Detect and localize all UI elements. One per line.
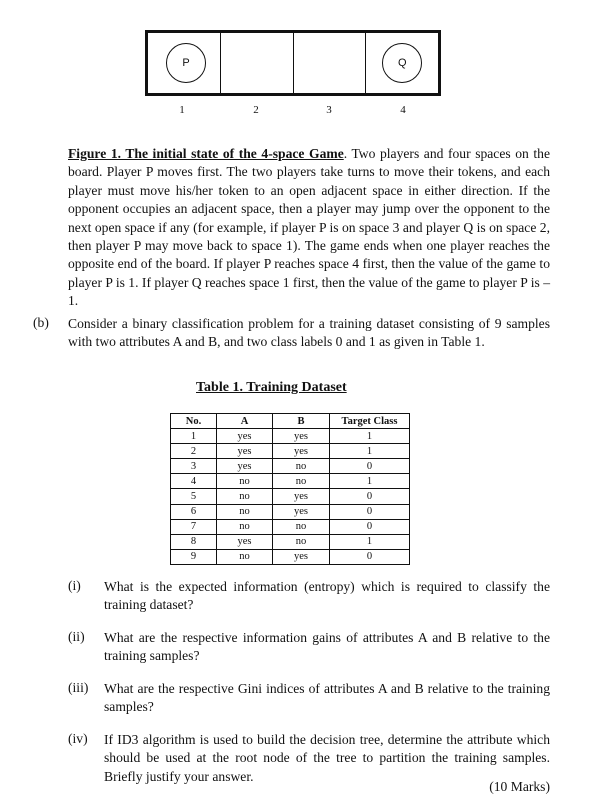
cell: 1 [330, 534, 410, 549]
table-row [171, 534, 410, 549]
table-row [171, 444, 410, 459]
cell: no [217, 519, 273, 534]
board-space-3 [294, 33, 367, 93]
board-space-numbers [145, 104, 441, 118]
cell: no [217, 549, 273, 564]
figure-caption: Figure 1. The initial state of the 4-space Game [68, 146, 344, 161]
table-row [171, 489, 410, 504]
cell: no [273, 519, 330, 534]
cell: 9 [171, 549, 217, 564]
cell: 1 [330, 429, 410, 444]
cell: yes [217, 444, 273, 459]
cell: yes [273, 444, 330, 459]
table-row [171, 459, 410, 474]
question-ii-text: What are the respective information gains of attributes A and B relative to the training samples? [104, 630, 550, 664]
token-q: Q [382, 43, 422, 83]
cell: 0 [330, 459, 410, 474]
cell: yes [273, 429, 330, 444]
cell: no [217, 474, 273, 489]
header-a: A [217, 414, 273, 429]
question-iv-text: If ID3 algorithm is used to build the decision tree, determine the attribute which should be used at the root node of the tree to partition the training samples. Briefly justify your answer. [104, 732, 550, 784]
cell: 6 [171, 504, 217, 519]
table-row [171, 504, 410, 519]
cell: 4 [171, 474, 217, 489]
question-iii-text: What are the respective Gini indices of attributes A and B relative to the training samples? [104, 681, 550, 715]
question-iv-label: (iv) [68, 731, 88, 746]
cell: 7 [171, 519, 217, 534]
cell: no [273, 459, 330, 474]
cell: 8 [171, 534, 217, 549]
space-number-3: 3 [326, 104, 332, 116]
cell: 1 [171, 429, 217, 444]
question-iii-label: (iii) [68, 680, 89, 695]
table-row [171, 474, 410, 489]
question-ii-label: (ii) [68, 629, 85, 644]
cell: yes [273, 489, 330, 504]
cell: yes [217, 459, 273, 474]
space-number-1: 1 [179, 104, 185, 116]
cell: 1 [330, 444, 410, 459]
cell: 3 [171, 459, 217, 474]
cell: yes [217, 534, 273, 549]
table-row [171, 519, 410, 534]
table-title: Table 1. Training Dataset [196, 380, 347, 395]
cell: 0 [330, 549, 410, 564]
board-space-2 [221, 33, 294, 93]
cell: 0 [330, 519, 410, 534]
table-row [171, 429, 410, 444]
header-target-class: Target Class [330, 414, 410, 429]
cell: 5 [171, 489, 217, 504]
cell: 0 [330, 504, 410, 519]
cell: no [273, 534, 330, 549]
space-number-2: 2 [253, 104, 259, 116]
cell: 0 [330, 489, 410, 504]
marks-allocation: (10 Marks) [489, 779, 550, 794]
header-no: No. [171, 414, 217, 429]
board-space-4 [366, 33, 438, 93]
cell: 1 [330, 474, 410, 489]
token-p: P [166, 43, 206, 83]
cell: yes [217, 429, 273, 444]
header-b: B [273, 414, 330, 429]
part-b-label: (b) [33, 315, 49, 330]
game-board [145, 30, 441, 96]
question-i-text: What is the expected information (entropy) which is required to classify the training dataset? [104, 579, 550, 613]
cell: 2 [171, 444, 217, 459]
figure-description [68, 145, 550, 311]
question-i-label: (i) [68, 578, 81, 593]
part-b-text: Consider a binary classification problem for a training dataset consisting of 9 samples with two attributes A and B, and two class labels 0 and 1 as given in Table 1. [68, 316, 550, 350]
table-row [171, 549, 410, 564]
figure-text: . Two players and four spaces on the board. Player P moves first. The two players take turns to move their tokens, and each player must move his/her token to an open adjacent space in either direction. If the opponent occupies an adjacent space, then a player may jump over the opponent to the next open space if any (for example, if player P is on space 3 and player Q is on space 2, then player P may move back to space 1). The game ends when one player reaches the opposite end of the board. If player P reaches space 4 first, then the value of the game to player P is 1. If player Q reaches space 1 first, then the value of the game to player P is –1. [68, 146, 550, 309]
training-dataset-table [170, 413, 410, 565]
cell: no [273, 474, 330, 489]
board-space-1 [148, 33, 221, 93]
cell: no [217, 504, 273, 519]
cell: yes [273, 504, 330, 519]
cell: yes [273, 549, 330, 564]
table-header-row [171, 414, 410, 429]
space-number-4: 4 [400, 104, 406, 116]
cell: no [217, 489, 273, 504]
